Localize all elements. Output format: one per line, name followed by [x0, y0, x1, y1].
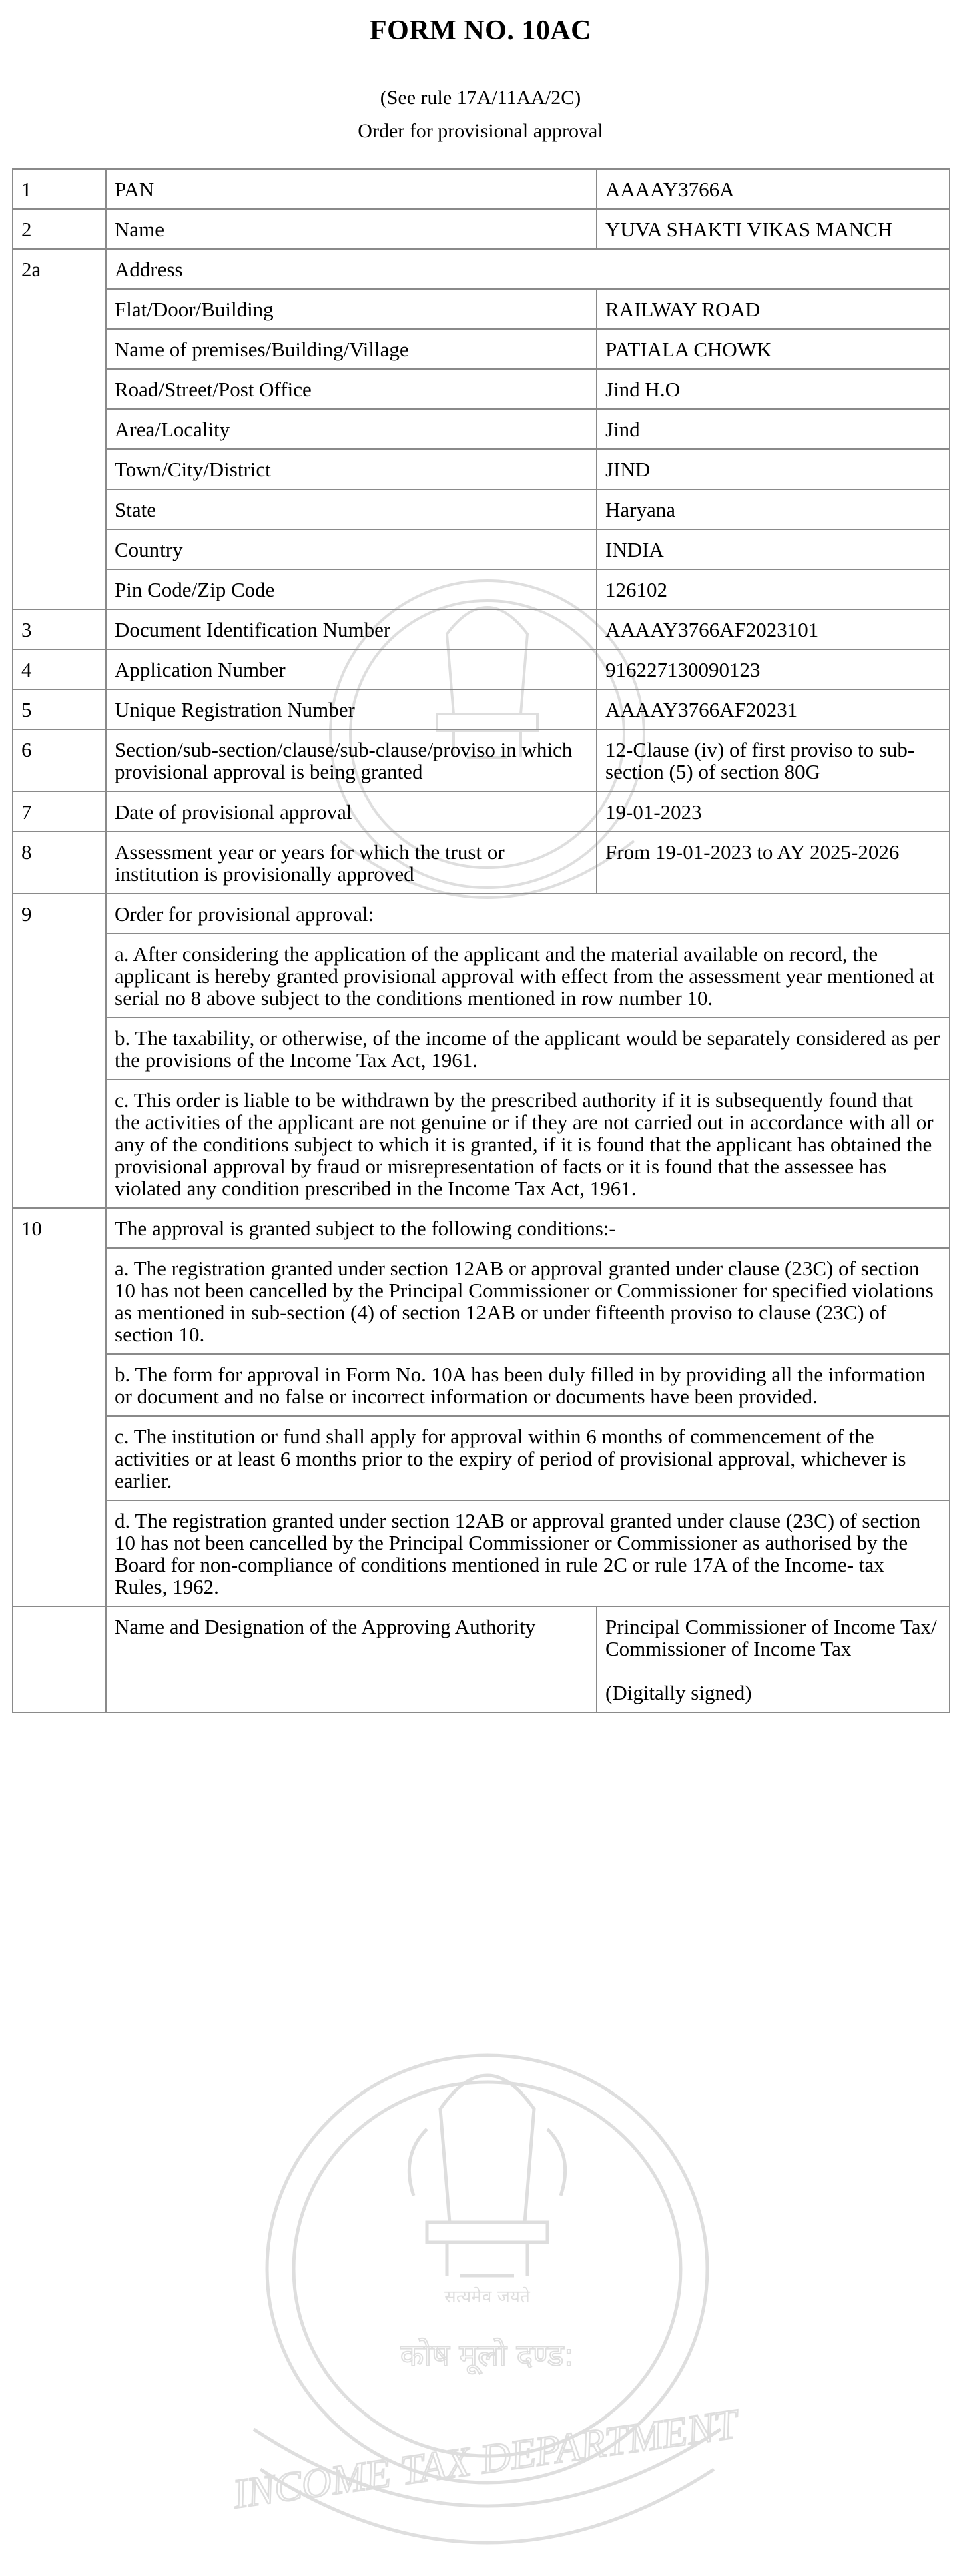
- row-number: 7: [13, 791, 106, 832]
- table-row-pin: [13, 569, 950, 609]
- form-title: FORM NO. 10AC: [370, 15, 591, 46]
- table-row-authority: [13, 1606, 950, 1712]
- pan-value: AAAAY3766A: [597, 169, 950, 209]
- spacer: [605, 1660, 941, 1682]
- order-heading: Order for provisional approval:: [106, 894, 950, 934]
- row-number: 3: [13, 609, 106, 649]
- table-row-condition-d: [13, 1500, 950, 1606]
- assessment-value: From 19-01-2023 to AY 2025-2026: [597, 832, 950, 894]
- section-value: 12-Clause (iv) of first proviso to sub-section (5) of section 80G: [597, 729, 950, 791]
- table-row-state: [13, 489, 950, 529]
- application-number-value: 916227130090123: [597, 649, 950, 689]
- row-number: 10: [13, 1208, 106, 1606]
- row-number: 5: [13, 689, 106, 729]
- condition-clause-d: d. The registration granted under section 12AB or approval granted under clause (23C) of section 10 has not been cancelled by the Principal Commissioner or Commissioner as authorised by the Board for non-compliance of conditions mentioned in rule 2C or rule 17A of the Income- tax Rules, 1962.: [106, 1500, 950, 1606]
- table-row-road: [13, 369, 950, 409]
- table-row-premises: [13, 329, 950, 369]
- digital-signature-note: (Digitally signed): [605, 1681, 752, 1704]
- area-value: Jind: [597, 409, 950, 449]
- authority-value: [597, 1606, 950, 1712]
- state-value: Haryana: [597, 489, 950, 529]
- field-label: Name: [106, 209, 597, 249]
- field-label: Unique Registration Number: [106, 689, 597, 729]
- row-number: 8: [13, 832, 106, 894]
- field-label: Name of premises/Building/Village: [106, 329, 597, 369]
- field-label: Town/City/District: [106, 449, 597, 489]
- table-row-din: [13, 609, 950, 649]
- field-label: PAN: [106, 169, 597, 209]
- country-value: INDIA: [597, 529, 950, 569]
- date-value: 19-01-2023: [597, 791, 950, 832]
- row-number: 2a: [13, 249, 106, 609]
- provisional-approval-table: [12, 168, 950, 1713]
- field-label: Assessment year or years for which the trust or institution is provisionally approved: [106, 832, 597, 894]
- table-row-condition-a: [13, 1248, 950, 1354]
- table-row-assessment: [13, 832, 950, 894]
- order-clause-a: a. After considering the application of the applicant and the material available on record, the applicant is hereby granted provisional approval with effect from the assessment year mentioned at serial no 8 above subject to the conditions mentioned in row number 10.: [106, 934, 950, 1018]
- rule-reference: (See rule 17A/11AA/2C): [380, 87, 581, 109]
- table-row-condition-b: [13, 1354, 950, 1416]
- premises-value: PATIALA CHOWK: [597, 329, 950, 369]
- row-number: 1: [13, 169, 106, 209]
- table-row-name: [13, 209, 950, 249]
- field-label: State: [106, 489, 597, 529]
- field-label: Document Identification Number: [106, 609, 597, 649]
- field-label: Area/Locality: [106, 409, 597, 449]
- table-row-pan: [13, 169, 950, 209]
- table-row-condition-c: [13, 1416, 950, 1500]
- condition-clause-c: c. The institution or fund shall apply for approval within 6 months of commencement of the activities or at least 6 months prior to the expiry of period of provisional approval, whichever is earlier.: [106, 1416, 950, 1500]
- table-row-section: [13, 729, 950, 791]
- watermark-motto: सत्यमेव जयते: [444, 2287, 530, 2307]
- income-tax-emblem-watermark-large: [200, 2002, 774, 2576]
- table-row-flat: [13, 289, 950, 329]
- road-value: Jind H.O: [597, 369, 950, 409]
- table-row-area: [13, 409, 950, 449]
- watermark-script: कोष मूलो दण्ड:: [400, 2337, 575, 2373]
- table-row-country: [13, 529, 950, 569]
- table-row-order-c: [13, 1080, 950, 1208]
- field-label: Flat/Door/Building: [106, 289, 597, 329]
- field-label: Pin Code/Zip Code: [106, 569, 597, 609]
- form-subtitle: Order for provisional approval: [358, 120, 603, 142]
- table-row-conditions: [13, 1208, 950, 1248]
- town-value: JIND: [597, 449, 950, 489]
- row-number: 9: [13, 894, 106, 1208]
- condition-clause-b: b. The form for approval in Form No. 10A has been duly filled in by providing all the information or document and no false or incorrect information or documents have been provided.: [106, 1354, 950, 1416]
- row-number: 2: [13, 209, 106, 249]
- table-row-date: [13, 791, 950, 832]
- table-row-urn: [13, 689, 950, 729]
- empty-cell: [13, 1606, 106, 1712]
- din-value: AAAAY3766AF2023101: [597, 609, 950, 649]
- row-number: 6: [13, 729, 106, 791]
- table-row-order-a: [13, 934, 950, 1018]
- table-row-order-b: [13, 1018, 950, 1080]
- urn-value: AAAAY3766AF20231: [597, 689, 950, 729]
- table-row-order: [13, 894, 950, 934]
- field-label: Address: [106, 249, 950, 289]
- field-label: Name and Designation of the Approving Authority: [106, 1606, 597, 1712]
- order-clause-c: c. This order is liable to be withdrawn by the prescribed authority if it is subsequently found that the activities of the applicant are not genuine or if they are not carried out in accordance with all or any of the conditions subject to which it is granted, if it is found that the applicant has obtained the provisional approval by fraud or misrepresentation of facts or it is found that the assessee has violated any condition prescribed in the Income Tax Act, 1961.: [106, 1080, 950, 1208]
- row-number: 4: [13, 649, 106, 689]
- field-label: Country: [106, 529, 597, 569]
- field-label: Date of provisional approval: [106, 791, 597, 832]
- name-value: YUVA SHAKTI VIKAS MANCH: [597, 209, 950, 249]
- field-label: Road/Street/Post Office: [106, 369, 597, 409]
- pin-value: 126102: [597, 569, 950, 609]
- watermark-department-text: INCOME TAX DEPARTMENT: [230, 2401, 741, 2517]
- field-label: Section/sub-section/clause/sub-clause/proviso in which provisional approval is being granted: [106, 729, 597, 791]
- table-row-application-number: [13, 649, 950, 689]
- authority-designation: Principal Commissioner of Income Tax/ Commissioner of Income Tax: [605, 1615, 937, 1660]
- field-label: Application Number: [106, 649, 597, 689]
- table-row-town: [13, 449, 950, 489]
- table-row-address: [13, 249, 950, 289]
- condition-clause-a: a. The registration granted under section 12AB or approval granted under clause (23C) of section 10 has not been cancelled by the Principal Commissioner or Commissioner for specified violations as mentioned in sub-section (4) of section 12AB or under fifteenth proviso to clause (23C) of section 10.: [106, 1248, 950, 1354]
- order-clause-b: b. The taxability, or otherwise, of the income of the applicant would be separately considered as per the provisions of the Income Tax Act, 1961.: [106, 1018, 950, 1080]
- conditions-heading: The approval is granted subject to the following conditions:-: [106, 1208, 950, 1248]
- flat-value: RAILWAY ROAD: [597, 289, 950, 329]
